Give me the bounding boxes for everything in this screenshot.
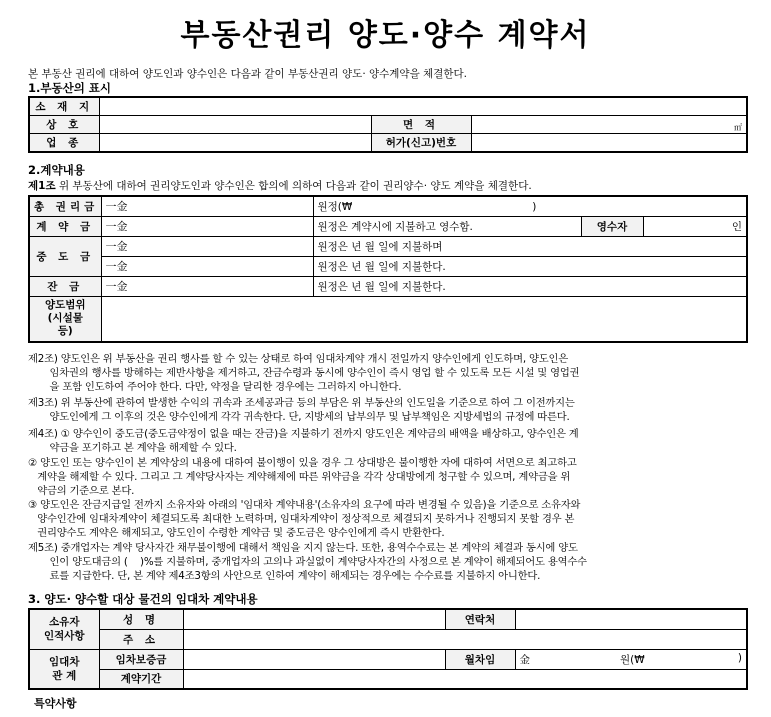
clause-4-1: 제4조) ① 양수인이 중도금(중도금약정이 없을 때는 잔금)을 지불하기 전까지 양도인은 계약금의 배액을 배상하고, 양수인은 계 약금을 포기하고 본 계약을 해제할 수 있다. <box>28 428 579 454</box>
period-field[interactable] <box>183 669 747 689</box>
clause-3: 제3조) 위 부동산에 관하여 발생한 수익의 귀속과 조세공과금 등의 부담은 위 부동산의 인도일을 기준으로 하여 그 이전까지는 양도인에게 그 이후의 것은 양수인에게 각각 귀속한다. 단, 지방세의 납부의무 및 납부책임은 지방세법의 규정에 따른다. <box>28 397 575 423</box>
location-label: 소 재 지 <box>29 97 99 116</box>
middle2-text: 원정은 년 월 일에 지불한다. <box>313 256 747 276</box>
section3-heading: 3. 양도· 양수할 대상 물건의 임대차 계약내용 <box>28 592 258 606</box>
clause-5: 제5조) 중개업자는 계약 당사자간 채무불이행에 대해서 책임을 지지 않는다. 또한, 용역수수료는 본 계약의 체결과 동시에 양도 인이 양도대금의 ( )%를 지불하며, 중개업자의 고의나 과실없이 계약당사자간의 사정으로 본 계약이 해제되어도 용역수수 료를 지급한다. 단, 본 계약 제4조3항의 사안으로 인하여 계약이 해제되는 경우에는 수수료를 지불하지 아니한다. <box>28 542 587 582</box>
total-amount[interactable]: 一金 <box>101 196 313 216</box>
balance-text: 원정은 년 월 일에 지불한다. <box>313 276 747 296</box>
clause-4-2: ② 양도인 또는 양수인이 본 계약상의 내용에 대하여 불이행이 있을 경우 그 상대방은 불이행한 자에 대하여 서면으로 최고하고 계약을 해제할 수 있다. 그리고 그 계약당사자는 계약해제에 따른 위약금을 각각 상대방에게 청구할 수 있으며, 계약금을 위 약금의 기준으로 본다. <box>28 457 577 497</box>
middle1-amount[interactable]: 一金 <box>101 236 313 256</box>
article1-label: 제1조 <box>28 180 56 192</box>
monthly-field[interactable] <box>515 649 747 669</box>
contact-label: 연락처 <box>445 609 515 629</box>
section2-heading: 2.계약내용 <box>28 163 85 177</box>
location-field[interactable] <box>99 97 747 116</box>
balance-label: 잔 금 <box>29 276 101 296</box>
deposit-amount[interactable]: 一金 <box>101 216 313 236</box>
middle1-text: 원정은 년 월 일에 지불하며 <box>313 236 747 256</box>
scope-label: 양도범위 (시설물 등) <box>29 296 101 342</box>
business-type-field[interactable] <box>99 134 371 153</box>
period-label: 계약기간 <box>99 669 183 689</box>
lease-deposit-label: 임차보증금 <box>99 649 183 669</box>
property-table <box>28 96 748 153</box>
contact-field[interactable] <box>515 609 747 629</box>
article1-text: 위 부동산에 대하여 권리양도인과 양수인은 합의에 의하여 다음과 같이 권리양수· 양도 계약을 체결한다. <box>58 180 532 192</box>
section1-heading: 1.부동산의 표시 <box>28 81 112 95</box>
clause-4-3: ③ 양도인은 잔금지급일 전까지 소유자와 아래의 '임대차 계약내용'(소유자의 요구에 따라 변경될 수 있음)을 기준으로 소유자와 양수인간에 임대차계약이 체결되도록 최대한 노력하며, 임대차계약이 정상적으로 체결되지 못하거나 진행되지 못할 경우 본 권리양수도 계약은 해제되고, 양도인이 수령한 계약금 및 중도금은 양수인에게 즉시 반환한다. <box>28 499 581 539</box>
lease-label: 임대차 관 계 <box>29 649 99 689</box>
owner-label: 소유자 인적사항 <box>29 609 99 649</box>
lease-deposit-field[interactable] <box>183 649 445 669</box>
article1 <box>28 178 532 193</box>
owner-name-label: 성 명 <box>99 609 183 629</box>
payment-table <box>28 195 748 343</box>
business-name-field[interactable] <box>99 116 371 134</box>
permit-label: 허가(신고)번호 <box>371 134 471 153</box>
total-won-text: 원정(₩ <box>317 200 353 213</box>
business-name-label: 상 호 <box>29 116 99 134</box>
document-title: 부동산권리 양도·양수 계약서 <box>180 18 591 53</box>
monthly-text: 원(₩ <box>620 653 645 666</box>
area-label: 면 적 <box>371 116 471 134</box>
total-text <box>313 196 747 216</box>
special-terms-label: 특약사항 <box>34 697 77 710</box>
clause-2: 제2조) 양도인은 위 부동산을 권리 행사를 할 수 있는 상태로 하여 임대차계약 개시 전일까지 양수인에게 인도하며, 양도인은 임차권의 행사를 방해하는 제반사항을 제거하고, 잔금수령과 동시에 양수인이 즉시 영업 할 수 있도록 모든 시설 및 영업권 을 포함 인도하여 주어야 한다. 다만, 약정을 달리한 경우에는 그러하지 아니한다. <box>28 353 580 393</box>
monthly-label: 월차임 <box>445 649 515 669</box>
owner-address-field[interactable] <box>183 629 747 649</box>
receiver-seal[interactable]: 인 <box>643 216 747 236</box>
total-close: ) <box>532 200 537 213</box>
owner-name-field[interactable] <box>183 609 445 629</box>
permit-field[interactable] <box>471 134 747 153</box>
business-type-label: 업 종 <box>29 134 99 153</box>
total-label: 총 권리금 <box>29 196 101 216</box>
monthly-close: ) <box>737 651 742 664</box>
scope-field[interactable] <box>101 296 747 342</box>
deposit-text: 원정은 계약시에 지불하고 영수함. <box>313 216 581 236</box>
area-unit[interactable]: ㎡ <box>471 116 747 134</box>
middle-label: 중 도 금 <box>29 236 101 276</box>
lease-table <box>28 608 748 690</box>
balance-amount[interactable]: 一金 <box>101 276 313 296</box>
owner-address-label: 주 소 <box>99 629 183 649</box>
middle2-amount[interactable]: 一金 <box>101 256 313 276</box>
receiver-label: 영수자 <box>581 216 643 236</box>
deposit-label: 계 약 금 <box>29 216 101 236</box>
monthly-prefix: 金 <box>519 653 530 666</box>
intro-text: 본 부동산 권리에 대하여 양도인과 양수인은 다음과 같이 부동산권리 양도· 양수계약을 체결한다. <box>28 68 467 80</box>
